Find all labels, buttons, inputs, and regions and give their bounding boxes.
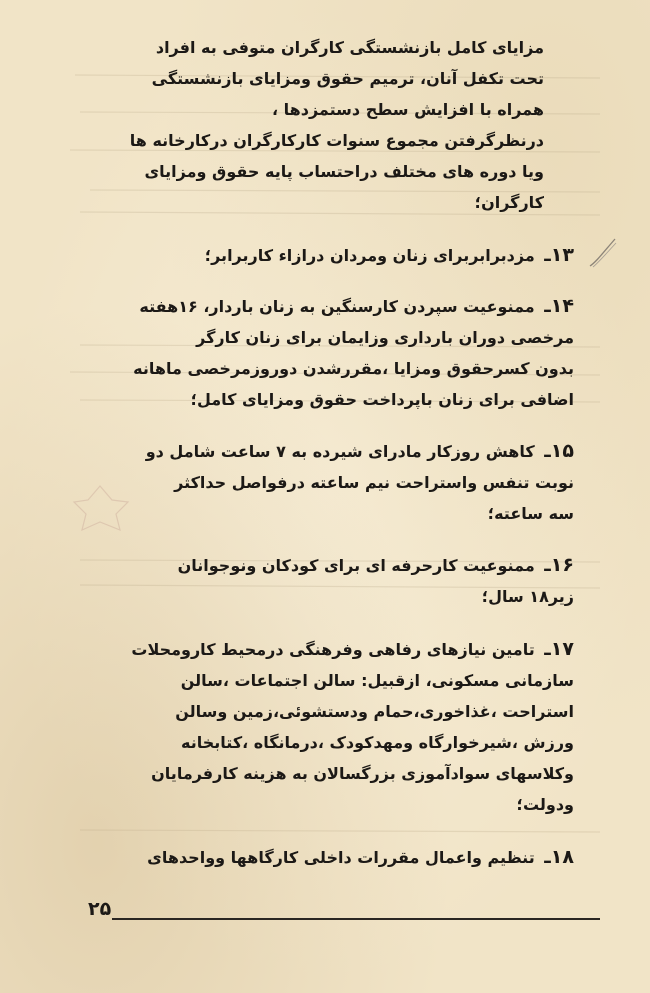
list-item-14 [74, 291, 574, 415]
item-number: ۱۴ـ [544, 295, 574, 317]
list-item-15 [74, 436, 574, 529]
item-text: ودولت؛ [516, 795, 574, 814]
item-text: استراحت ،غذاخوری،حمام ودستشوئی،زمین وسالن [175, 702, 574, 721]
footer-rule [112, 918, 600, 920]
page-number: ۲۵ [88, 898, 112, 920]
item-text: ورزش ،شیرخوارگاه ومهدکودک ،درمانگاه ،کتابخانه [181, 733, 574, 752]
item-text: اضافی برای زنان باپرداخت حقوق ومزایای کامل؛ [190, 390, 574, 409]
intro-paragraph [74, 32, 574, 218]
intro-line: تحت تکفل آنان، ترمیم حقوق ومزایای بازنشستگی [151, 69, 544, 88]
item-text: سه ساعته؛ [487, 504, 574, 523]
list-item-18 [74, 842, 574, 873]
list-item-first-line [74, 550, 574, 581]
list-item-first-line [74, 436, 574, 467]
list-item-first-line [74, 634, 574, 665]
item-number: ۱۸ـ [544, 846, 574, 868]
item-text: سازمانی مسکونی، ازقبیل: سالن اجتماعات ،سالن [180, 671, 574, 690]
item-text: مرخصی دوران بارداری وزایمان برای زنان کارگر [196, 328, 574, 347]
item-text: تنظیم واعمال مقررات داخلی کارگاهها وواحدهای [147, 848, 535, 867]
list-item-16 [74, 550, 574, 612]
list-item-first-line [74, 842, 574, 873]
intro-line: ویا دوره های مختلف دراحتساب پایه حقوق ومزایای [144, 162, 544, 181]
pencil-tick-icon [588, 236, 618, 270]
list-item-13 [74, 240, 574, 271]
item-number: ۱۵ـ [544, 440, 574, 462]
item-text: ممنوعیت کارحرفه ای برای کودکان ونوجوانان [177, 556, 535, 575]
item-number: ۱۳ـ [544, 244, 574, 266]
item-number: ۱۶ـ [544, 554, 574, 576]
item-text: بدون کسرحقوق ومزایا ،مقررشدن دوروزمرخصی ماهانه [133, 359, 574, 378]
intro-line: همراه با افزایش سطح دستمزدها ، [272, 100, 544, 119]
item-text: زیر۱۸ سال؛ [481, 587, 574, 606]
item-text: ممنوعیت سپردن کارسنگین به زنان باردار، ۱۶هفته [139, 297, 535, 316]
list-item-first-line [74, 291, 574, 322]
item-text: نوبت تنفس واستراحت نیم ساعته درفواصل حداکثر [174, 473, 574, 492]
intro-line: کارگران؛ [474, 193, 544, 212]
item-text: کاهش روزکار مادرای شیرده به ۷ ساعت شامل دو [145, 442, 535, 461]
intro-line: مزایای کامل بازنشستگی کارگران متوفی به افراد [155, 38, 544, 57]
list-item-17 [74, 634, 574, 820]
item-text: مزدبرابربرای زنان ومردان درازاء کاربرابر؛ [204, 246, 535, 265]
item-text: تامین نیازهای رفاهی وفرهنگی درمحیط کارومحلات [131, 640, 535, 659]
list-item-first-line [74, 240, 574, 271]
article-body [74, 32, 574, 218]
item-number: ۱۷ـ [544, 638, 574, 660]
intro-line: درنظرگرفتن مجموع سنوات کارکارگران درکارخانه ها [129, 131, 544, 150]
item-text: وکلاسهای سوادآموزی بزرگسالان به هزینه کارفرمایان [151, 764, 574, 783]
